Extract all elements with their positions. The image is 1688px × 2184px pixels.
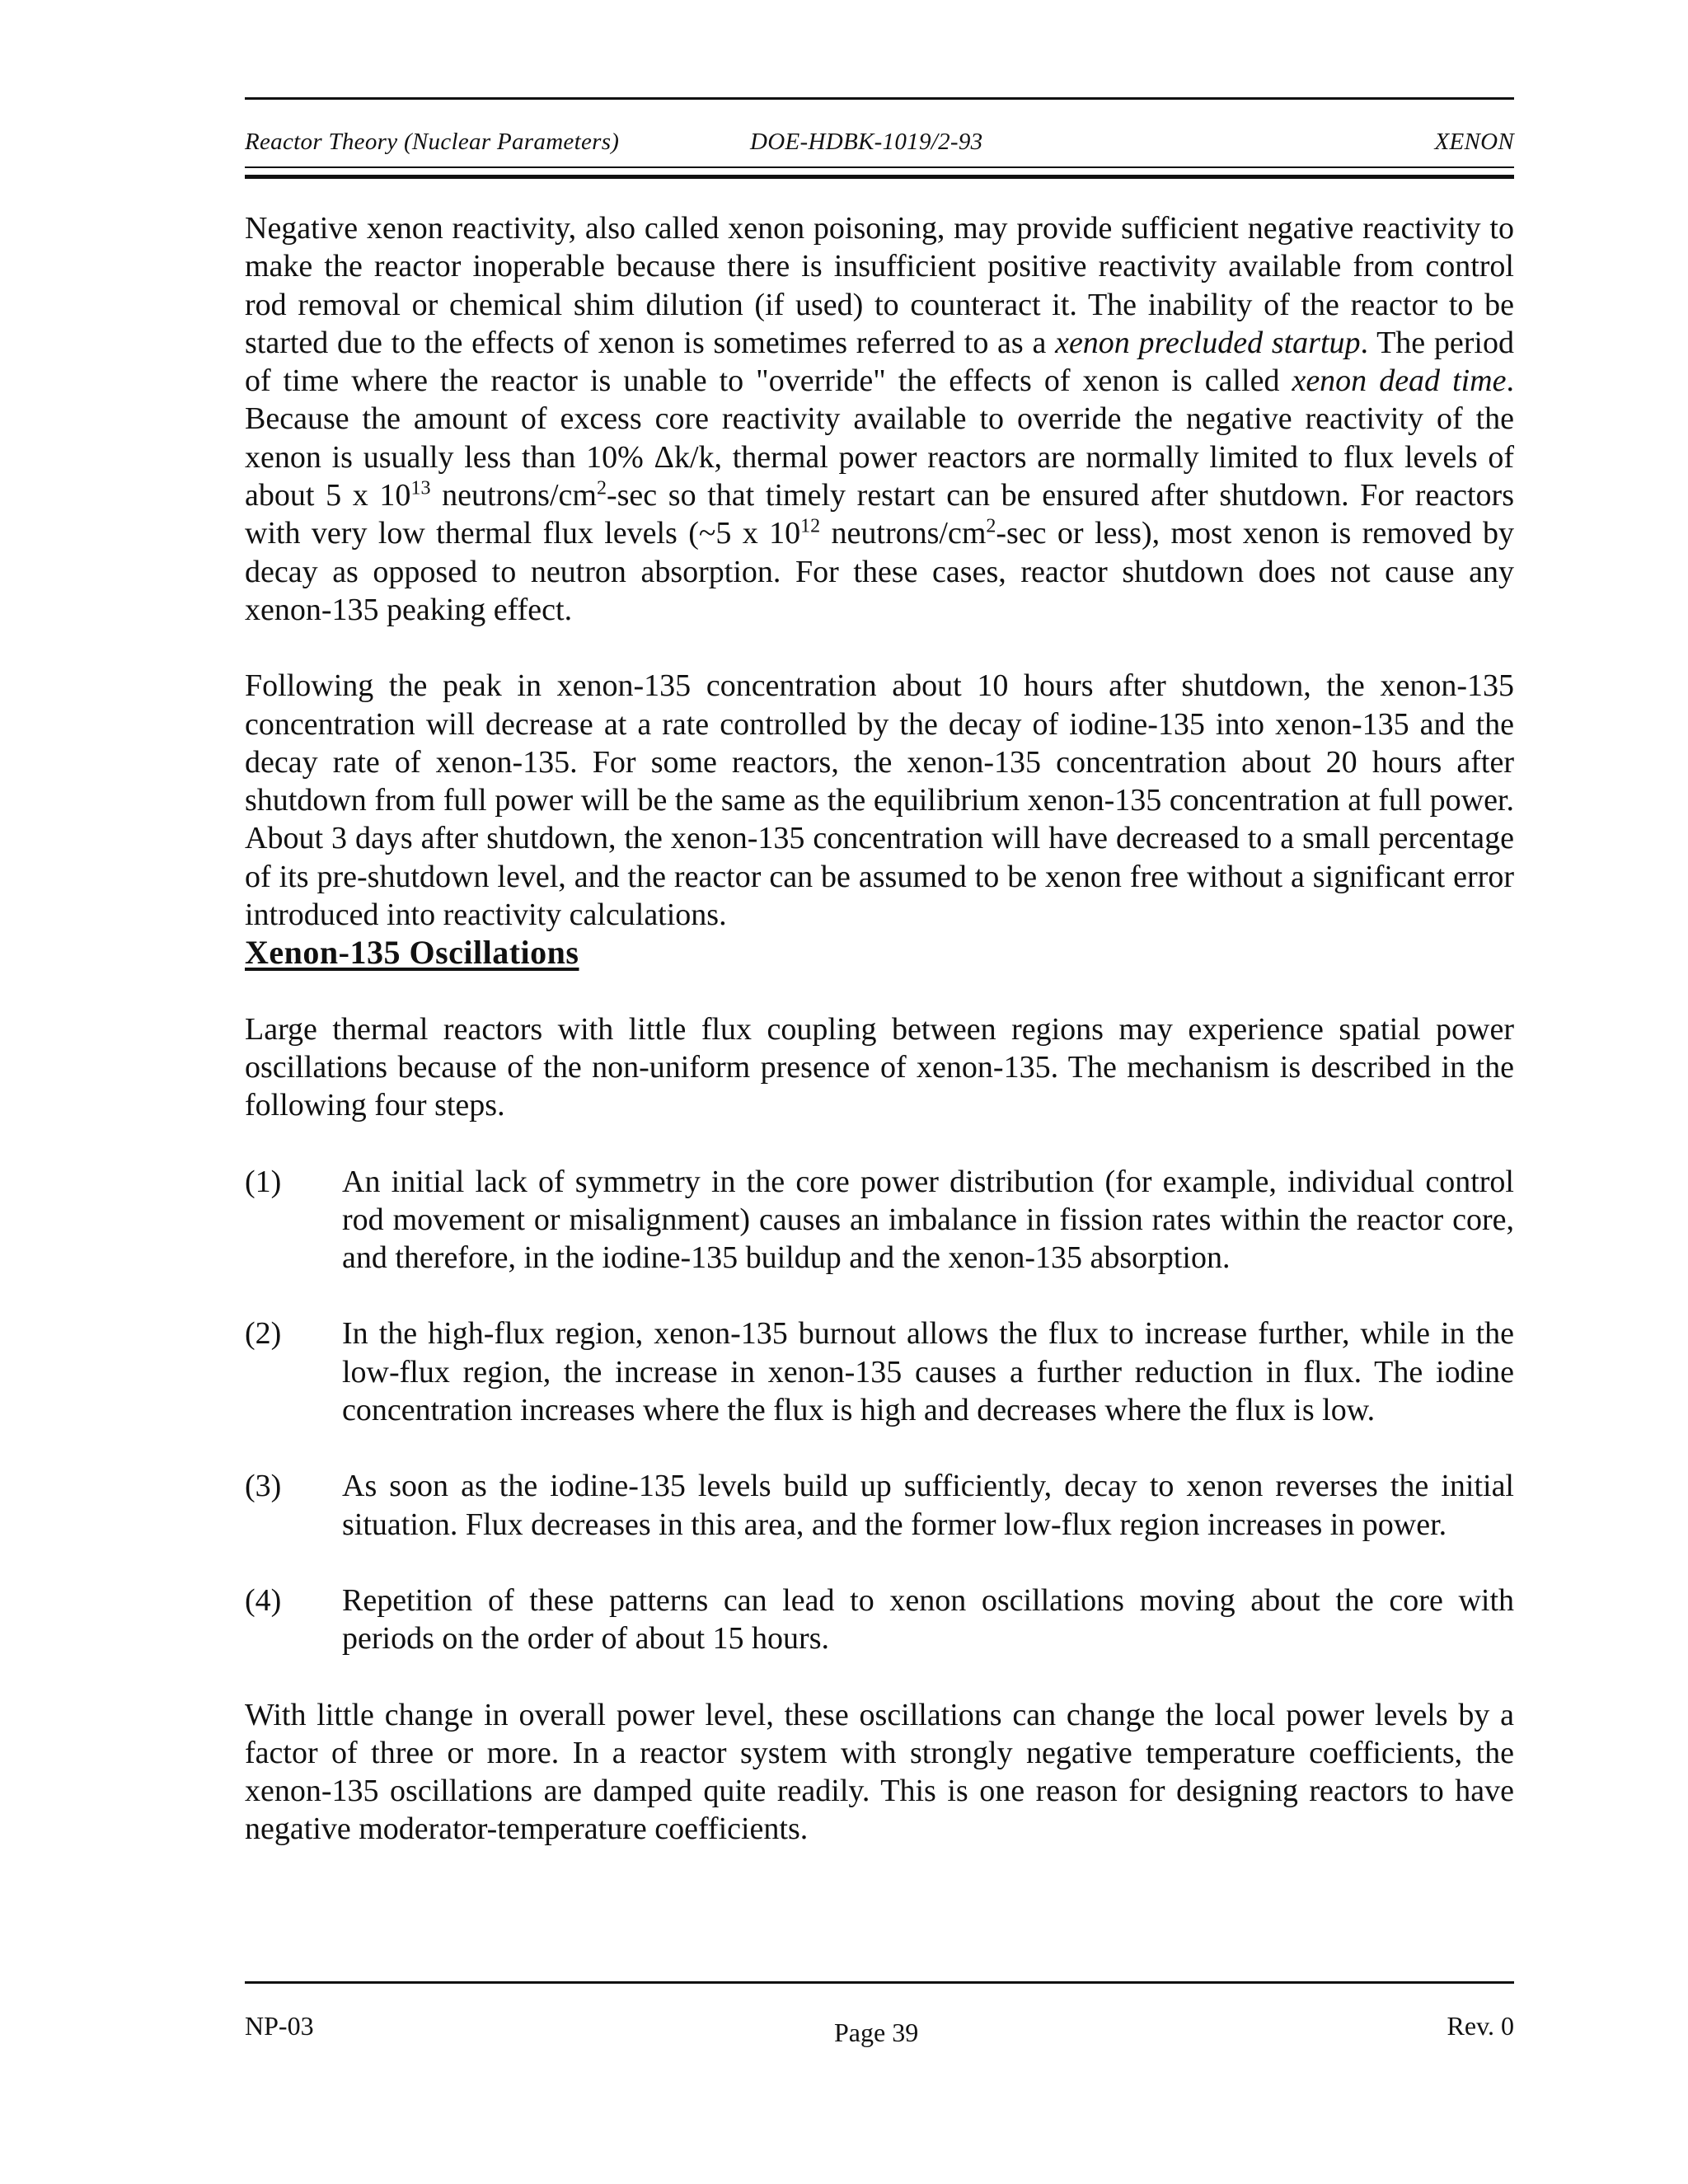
document-page xyxy=(245,0,1514,2184)
step-text: Repetition of these patterns can lead to xenon oscillations moving about the core with periods on the order of about 15 hours. xyxy=(342,1582,1514,1657)
header-bottom-rule-thick xyxy=(245,175,1514,179)
term-xenon-precluded-startup: xenon precluded startup xyxy=(1055,325,1361,360)
step-number: (3) xyxy=(245,1469,282,1504)
step-text: In the high-flux region, xenon-135 burnout allows the flux to increase further, while in the low-flux region, the increase in xenon-135 causes a further reduction in flux. The iodine concentration increases where the flux is high and decreases where the flux is low. xyxy=(342,1316,1514,1428)
footer-page-number: Page 39 xyxy=(834,2018,919,2047)
paragraph-xenon-decay: Following the peak in xenon-135 concentration about 10 hours after shutdown, the xenon-135 concentration will decrease at a rate controlled by the decay of iodine-135 into xenon-135 and the decay rate of xenon-135. For some reactors, the xenon-135 concentration about 20 hours after shutdown from full power will be the same as the equilibrium xenon-135 concentration at full power. About 3 days after shutdown, the xenon-135 concentration will have decreased to a small percentage of its pre-shutdown level, and the reactor can be assumed to be xenon free without a significant error introduced into reactivity calculations. xyxy=(245,668,1514,933)
header-document-number: DOE-HDBK-1019/2-93 xyxy=(750,129,983,155)
list-item xyxy=(245,1163,1514,1277)
footer-revision: Rev. 0 xyxy=(1447,2011,1514,2041)
footer-rule xyxy=(245,1981,1514,1984)
list-item xyxy=(245,1582,1514,1658)
step-text: As soon as the iodine-135 levels build up sufficiently, decay to xenon reverses the initial situation. Flux decreases in this area, and the former low-flux region increases in power. xyxy=(342,1469,1514,1542)
list-item xyxy=(245,1467,1514,1544)
step-number: (1) xyxy=(245,1164,282,1199)
section-heading-xenon-oscillations: Xenon-135 Oscillations xyxy=(245,934,579,972)
header-bottom-rule-thin xyxy=(245,166,1514,168)
page-body xyxy=(245,209,1514,1849)
header-top-rule xyxy=(245,97,1514,100)
step-number: (2) xyxy=(245,1316,282,1352)
paragraph-oscillations-closing: With little change in overall power level, these oscillations can change the local power levels by a factor of three or more. In a reactor system with strongly negative temperature coefficients, the xenon-135 oscillations are damped quite readily. This is one reason for designing reactors to have negative moderator-temperature coefficients. xyxy=(245,1697,1514,1847)
term-xenon-dead-time: xenon dead time xyxy=(1292,363,1507,399)
step-text: An initial lack of symmetry in the core power distribution (for example, individual control rod movement or misalignment) causes an imbalance in fission rates within the reactor core, and therefore, in the iodine-135 buildup and the xenon-135 absorption. xyxy=(342,1164,1514,1276)
header-left-title: Reactor Theory (Nuclear Parameters) xyxy=(245,129,620,155)
list-item xyxy=(245,1315,1514,1429)
paragraph-xenon-poisoning: Negative xenon reactivity, also called xenon poisoning, may provide sufficient negative reactivity to make the reactor inoperable because there is insufficient positive reactivity available from control rod removal or chemical shim dilution (if used) to counteract it. The inability of the reactor to be started due to the effects of xenon is sometimes referred to as a xenon precluded startup. The period of time where the reactor is unable to "override" the effects of xenon is called xenon dead time. Because the amount of excess core reactivity available to override the negative reactivity of the xenon is usually less than 10% Δk/k, thermal power reactors are normally limited to flux levels of about 5 x $10^{13}$ neutrons/$cm^2-\sec$ so that timely restart can be ensured after shutdown. For reactors with very low thermal flux levels (~5 x $10^{12}$ neutrons/$cm^2-\sec$ or less), most xenon is removed by decay as opposed to neutron absorption. For these cases, reactor shutdown does not cause any xenon-135 peaking effect. xyxy=(245,211,1514,627)
mechanism-steps-list xyxy=(245,1163,1514,1658)
header-chapter-name: XENON xyxy=(1434,129,1514,155)
step-number: (4) xyxy=(245,1582,282,1618)
paragraph-oscillations-intro: Large thermal reactors with little flux coupling between regions may experience spatial power oscillations because of the non-uniform presence of xenon-135. The mechanism is described in the following four steps. xyxy=(245,1011,1514,1123)
footer-module-id: NP-03 xyxy=(245,2011,314,2041)
